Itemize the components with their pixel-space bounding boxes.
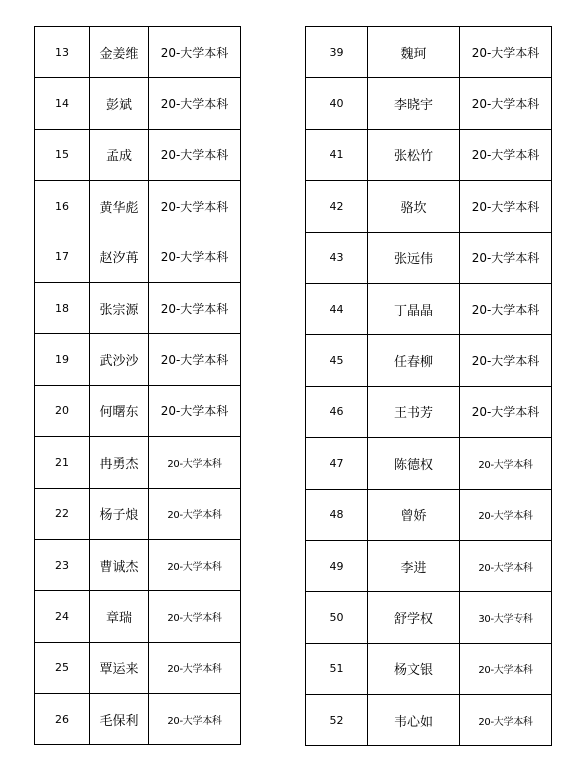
student-name: 曹诚杰 — [90, 539, 149, 590]
education-level: 20-大学本科 — [149, 78, 241, 129]
table-row — [35, 78, 241, 129]
education-level: 20-大学本科 — [460, 232, 552, 283]
education-level: 20-大学本科 — [460, 695, 552, 746]
education-level: 20-大学本科 — [460, 386, 552, 437]
table-row — [306, 438, 552, 489]
student-name: 韦心如 — [368, 695, 460, 746]
education-level: 20-大学本科 — [460, 129, 552, 180]
row-number: 52 — [306, 695, 368, 746]
row-number: 43 — [306, 232, 368, 283]
table-row — [306, 27, 552, 78]
education-level: 30-大学专科 — [460, 592, 552, 643]
table-row — [306, 489, 552, 540]
student-name: 舒学权 — [368, 592, 460, 643]
student-name: 武沙沙 — [90, 334, 149, 385]
student-name: 章瑞 — [90, 591, 149, 642]
student-name: 李进 — [368, 540, 460, 591]
education-level: 20-大学本科 — [149, 129, 241, 180]
table-row — [35, 642, 241, 693]
row-number: 24 — [35, 591, 90, 642]
student-name: 孟成 — [90, 129, 149, 180]
table-row — [35, 488, 241, 539]
education-level: 20-大学本科 — [149, 488, 241, 539]
row-number: 50 — [306, 592, 368, 643]
table-row — [306, 181, 552, 232]
student-name: 张远伟 — [368, 232, 460, 283]
student-name: 金姜维 — [90, 27, 149, 78]
education-level: 20-大学本科 — [149, 591, 241, 642]
education-level: 20-大学本科 — [149, 27, 241, 78]
table-row — [35, 181, 241, 232]
table-row — [35, 282, 241, 333]
right-roster-body — [306, 27, 552, 746]
row-number: 44 — [306, 283, 368, 334]
table-row — [306, 540, 552, 591]
education-level: 20-大学本科 — [460, 283, 552, 334]
education-level: 20-大学本科 — [149, 385, 241, 436]
education-level: 20-大学本科 — [149, 181, 241, 232]
table-row — [306, 592, 552, 643]
table-row — [35, 591, 241, 642]
row-number: 48 — [306, 489, 368, 540]
education-level: 20-大学本科 — [149, 437, 241, 488]
table-row — [306, 335, 552, 386]
row-number: 39 — [306, 27, 368, 78]
education-level: 20-大学本科 — [460, 540, 552, 591]
student-name: 李晓宇 — [368, 78, 460, 129]
row-number: 20 — [35, 385, 90, 436]
table-row — [35, 539, 241, 590]
education-level: 20-大学本科 — [460, 27, 552, 78]
row-number: 46 — [306, 386, 368, 437]
row-number: 21 — [35, 437, 90, 488]
row-number: 17 — [35, 232, 90, 283]
table-row — [306, 129, 552, 180]
table-row — [306, 232, 552, 283]
table-row — [306, 386, 552, 437]
row-number: 42 — [306, 181, 368, 232]
student-name: 骆坎 — [368, 181, 460, 232]
student-name: 张松竹 — [368, 129, 460, 180]
table-row — [35, 129, 241, 180]
row-number: 15 — [35, 129, 90, 180]
table-row — [35, 27, 241, 78]
education-level: 20-大学本科 — [460, 489, 552, 540]
left-roster-table — [34, 26, 241, 745]
row-number: 16 — [35, 181, 90, 232]
table-row — [35, 694, 241, 745]
right-roster-table — [305, 26, 552, 746]
student-name: 任春柳 — [368, 335, 460, 386]
education-level: 20-大学本科 — [149, 694, 241, 745]
row-number: 14 — [35, 78, 90, 129]
row-number: 13 — [35, 27, 90, 78]
student-name: 张宗源 — [90, 282, 149, 333]
row-number: 18 — [35, 282, 90, 333]
student-name: 曾娇 — [368, 489, 460, 540]
table-row — [306, 283, 552, 334]
education-level: 20-大学本科 — [149, 642, 241, 693]
student-name: 何曙东 — [90, 385, 149, 436]
row-number: 47 — [306, 438, 368, 489]
education-level: 20-大学本科 — [149, 539, 241, 590]
student-name: 黄华彪 — [90, 181, 149, 232]
student-name: 彭斌 — [90, 78, 149, 129]
row-number: 45 — [306, 335, 368, 386]
row-number: 22 — [35, 488, 90, 539]
row-number: 26 — [35, 694, 90, 745]
row-number: 25 — [35, 642, 90, 693]
student-name: 杨文银 — [368, 643, 460, 694]
row-number: 23 — [35, 539, 90, 590]
student-name: 杨子烺 — [90, 488, 149, 539]
education-level: 20-大学本科 — [149, 232, 241, 283]
row-number: 19 — [35, 334, 90, 385]
education-level: 20-大学本科 — [460, 78, 552, 129]
student-name: 冉勇杰 — [90, 437, 149, 488]
table-row — [35, 232, 241, 283]
row-number: 51 — [306, 643, 368, 694]
table-row — [306, 78, 552, 129]
table-row — [35, 437, 241, 488]
row-number: 40 — [306, 78, 368, 129]
row-number: 49 — [306, 540, 368, 591]
education-level: 20-大学本科 — [149, 334, 241, 385]
student-name: 魏珂 — [368, 27, 460, 78]
student-name: 陈德权 — [368, 438, 460, 489]
table-row — [35, 334, 241, 385]
student-name: 赵汐苒 — [90, 232, 149, 283]
table-row — [306, 643, 552, 694]
education-level: 20-大学本科 — [149, 282, 241, 333]
education-level: 20-大学本科 — [460, 335, 552, 386]
table-row — [35, 385, 241, 436]
student-name: 毛保利 — [90, 694, 149, 745]
student-name: 覃运来 — [90, 642, 149, 693]
student-name: 丁晶晶 — [368, 283, 460, 334]
row-number: 41 — [306, 129, 368, 180]
education-level: 20-大学本科 — [460, 438, 552, 489]
education-level: 20-大学本科 — [460, 181, 552, 232]
left-roster-body — [35, 27, 241, 745]
table-row — [306, 695, 552, 746]
student-name: 王书芳 — [368, 386, 460, 437]
education-level: 20-大学本科 — [460, 643, 552, 694]
